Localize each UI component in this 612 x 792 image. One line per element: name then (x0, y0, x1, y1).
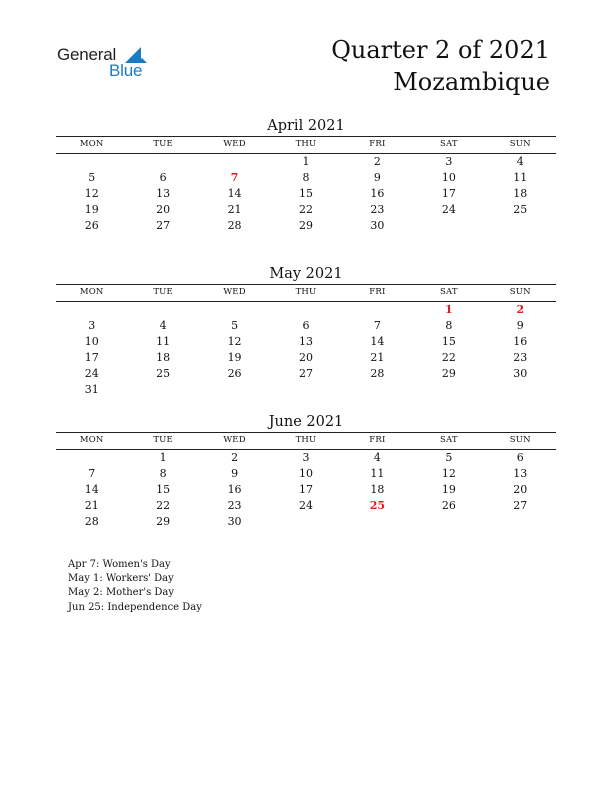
empty-day-cell (56, 450, 127, 466)
empty-day-cell (342, 382, 413, 398)
day-cell: 15 (156, 483, 171, 496)
day-cell: 24 (441, 203, 456, 216)
day-cell: 13 (513, 467, 528, 480)
day-cell: 28 (370, 367, 385, 380)
weekday-header-row (56, 137, 556, 153)
day-cell: 18 (156, 351, 171, 364)
empty-day-cell (56, 154, 127, 170)
day-cell: 24 (84, 367, 99, 380)
day-cell: 15 (441, 335, 456, 348)
day-cell: 29 (441, 367, 456, 380)
weekday-label: THU (295, 287, 317, 297)
day-cell: 17 (298, 483, 313, 496)
day-cell: 24 (298, 499, 313, 512)
empty-day-cell (270, 382, 341, 398)
day-cell: 13 (298, 335, 313, 348)
day-cell: 23 (370, 203, 385, 216)
day-cell: 9 (373, 171, 381, 184)
day-cell: 20 (298, 351, 313, 364)
day-cell: 9 (516, 319, 524, 332)
empty-day-cell (270, 514, 341, 530)
holiday-note: May 1: Workers' Day (68, 573, 174, 585)
weekday-label: SUN (509, 287, 531, 297)
weekday-label: TUE (153, 287, 173, 297)
day-cell: 30 (370, 219, 385, 232)
week-row (56, 466, 556, 482)
day-cell: 20 (513, 483, 528, 496)
weekday-label: SUN (509, 435, 531, 445)
day-cell: 18 (370, 483, 385, 496)
week-row (56, 350, 556, 366)
day-cell: 4 (516, 155, 524, 168)
day-cell: 3 (88, 319, 96, 332)
weekday-label: TUE (153, 139, 173, 149)
day-cell: 21 (84, 499, 99, 512)
empty-day-cell (342, 514, 413, 530)
weekday-label: FRI (369, 287, 386, 297)
day-cell: 8 (445, 319, 453, 332)
weekday-label: TUE (153, 435, 173, 445)
logo-text-general: General (57, 45, 117, 64)
holiday-day-cell: 2 (516, 303, 525, 316)
day-cell: 11 (513, 171, 528, 184)
day-cell: 14 (227, 187, 242, 200)
day-cell: 8 (302, 171, 310, 184)
day-cell: 23 (513, 351, 528, 364)
week-row (56, 382, 556, 398)
day-cell: 3 (302, 451, 310, 464)
day-cell: 30 (513, 367, 528, 380)
day-cell: 9 (231, 467, 239, 480)
day-cell: 6 (159, 171, 167, 184)
day-cell: 12 (441, 467, 456, 480)
day-cell: 14 (84, 483, 99, 496)
weekday-label: MON (79, 435, 104, 445)
week-row (56, 450, 556, 466)
day-cell: 10 (84, 335, 99, 348)
weekday-header-row (56, 433, 556, 449)
weekday-label: SAT (439, 287, 458, 297)
day-cell: 19 (441, 483, 456, 496)
day-cell: 22 (441, 351, 456, 364)
day-cell: 3 (445, 155, 453, 168)
day-cell: 12 (84, 187, 99, 200)
day-cell: 6 (302, 319, 310, 332)
holiday-note: May 2: Mother's Day (68, 587, 175, 599)
month-title: June 2021 (268, 414, 344, 430)
day-cell: 30 (227, 515, 242, 528)
day-cell: 27 (156, 219, 171, 232)
weekday-label: WED (223, 287, 246, 297)
weekday-label: WED (223, 435, 246, 445)
weekday-label: MON (79, 287, 104, 297)
empty-day-cell (485, 218, 556, 234)
week-row (56, 514, 556, 530)
weekday-label: SAT (439, 139, 458, 149)
holiday-day-cell: 7 (230, 171, 239, 184)
day-cell: 19 (84, 203, 99, 216)
weekday-label: THU (295, 139, 317, 149)
day-cell: 26 (84, 219, 99, 232)
empty-day-cell (413, 218, 484, 234)
day-cell: 28 (84, 515, 99, 528)
day-cell: 2 (373, 155, 381, 168)
day-cell: 28 (227, 219, 242, 232)
holiday-day-cell: 25 (369, 499, 386, 512)
day-cell: 2 (231, 451, 239, 464)
week-row (56, 186, 556, 202)
day-cell: 21 (370, 351, 385, 364)
day-cell: 17 (441, 187, 456, 200)
day-cell: 4 (159, 319, 167, 332)
day-cell: 8 (159, 467, 167, 480)
day-cell: 29 (156, 515, 171, 528)
week-row (56, 334, 556, 350)
week-row (56, 318, 556, 334)
day-cell: 5 (88, 171, 96, 184)
logo (57, 44, 167, 84)
empty-day-cell (413, 382, 484, 398)
holiday-note: Jun 25: Independence Day (68, 601, 202, 613)
weekday-label: THU (295, 435, 317, 445)
empty-day-cell (270, 302, 341, 318)
weekday-header-row (56, 285, 556, 301)
day-cell: 16 (227, 483, 242, 496)
weekday-label: MON (79, 139, 104, 149)
day-cell: 27 (298, 367, 313, 380)
day-cell: 15 (298, 187, 313, 200)
day-cell: 18 (513, 187, 528, 200)
day-cell: 17 (84, 351, 99, 364)
weekday-label: WED (223, 139, 246, 149)
day-cell: 23 (227, 499, 242, 512)
day-cell: 6 (516, 451, 524, 464)
day-cell: 14 (370, 335, 385, 348)
day-cell: 13 (156, 187, 171, 200)
empty-day-cell (56, 302, 127, 318)
day-cell: 12 (227, 335, 242, 348)
day-cell: 7 (373, 319, 381, 332)
day-cell: 29 (298, 219, 313, 232)
day-cell: 26 (441, 499, 456, 512)
weekday-label: SAT (439, 435, 458, 445)
empty-day-cell (485, 514, 556, 530)
month-title: May 2021 (269, 266, 343, 282)
month-calendar (56, 116, 556, 234)
day-cell: 31 (84, 383, 99, 396)
week-row (56, 154, 556, 170)
week-row (56, 498, 556, 514)
day-cell: 26 (227, 367, 242, 380)
empty-day-cell (342, 302, 413, 318)
weekday-label: SUN (509, 139, 531, 149)
empty-day-cell (199, 302, 270, 318)
day-cell: 10 (298, 467, 313, 480)
day-cell: 16 (513, 335, 528, 348)
day-cell: 11 (370, 467, 385, 480)
day-cell: 21 (227, 203, 242, 216)
empty-day-cell (127, 382, 198, 398)
week-row (56, 218, 556, 234)
day-cell: 4 (373, 451, 381, 464)
holiday-notes (68, 558, 202, 615)
week-row (56, 202, 556, 218)
day-cell: 25 (156, 367, 171, 380)
holiday-day-cell: 1 (445, 303, 453, 316)
empty-day-cell (199, 382, 270, 398)
day-cell: 1 (159, 451, 167, 464)
day-cell: 7 (88, 467, 96, 480)
day-cell: 27 (513, 499, 528, 512)
empty-day-cell (127, 302, 198, 318)
day-cell: 20 (156, 203, 171, 216)
day-cell: 25 (513, 203, 528, 216)
weekday-label: FRI (369, 435, 386, 445)
empty-day-cell (199, 154, 270, 170)
empty-day-cell (127, 154, 198, 170)
day-cell: 16 (370, 187, 385, 200)
day-cell: 11 (156, 335, 171, 348)
week-row (56, 170, 556, 186)
month-title: April 2021 (267, 118, 345, 134)
country-title: Mozambique (393, 68, 550, 96)
month-calendar (56, 264, 556, 398)
weekday-label: FRI (369, 139, 386, 149)
day-cell: 1 (302, 155, 310, 168)
day-cell: 5 (231, 319, 239, 332)
month-calendar (56, 412, 556, 530)
day-cell: 22 (156, 499, 171, 512)
day-cell: 19 (227, 351, 242, 364)
week-row (56, 482, 556, 498)
empty-day-cell (485, 382, 556, 398)
day-cell: 22 (298, 203, 313, 216)
empty-day-cell (413, 514, 484, 530)
week-row (56, 366, 556, 382)
day-cell: 5 (445, 451, 453, 464)
holiday-note: Apr 7: Women's Day (68, 559, 171, 570)
day-cell: 10 (441, 171, 456, 184)
page-title: Quarter 2 of 2021 (331, 36, 550, 64)
logo-text-blue: Blue (109, 61, 143, 80)
week-row (56, 302, 556, 318)
